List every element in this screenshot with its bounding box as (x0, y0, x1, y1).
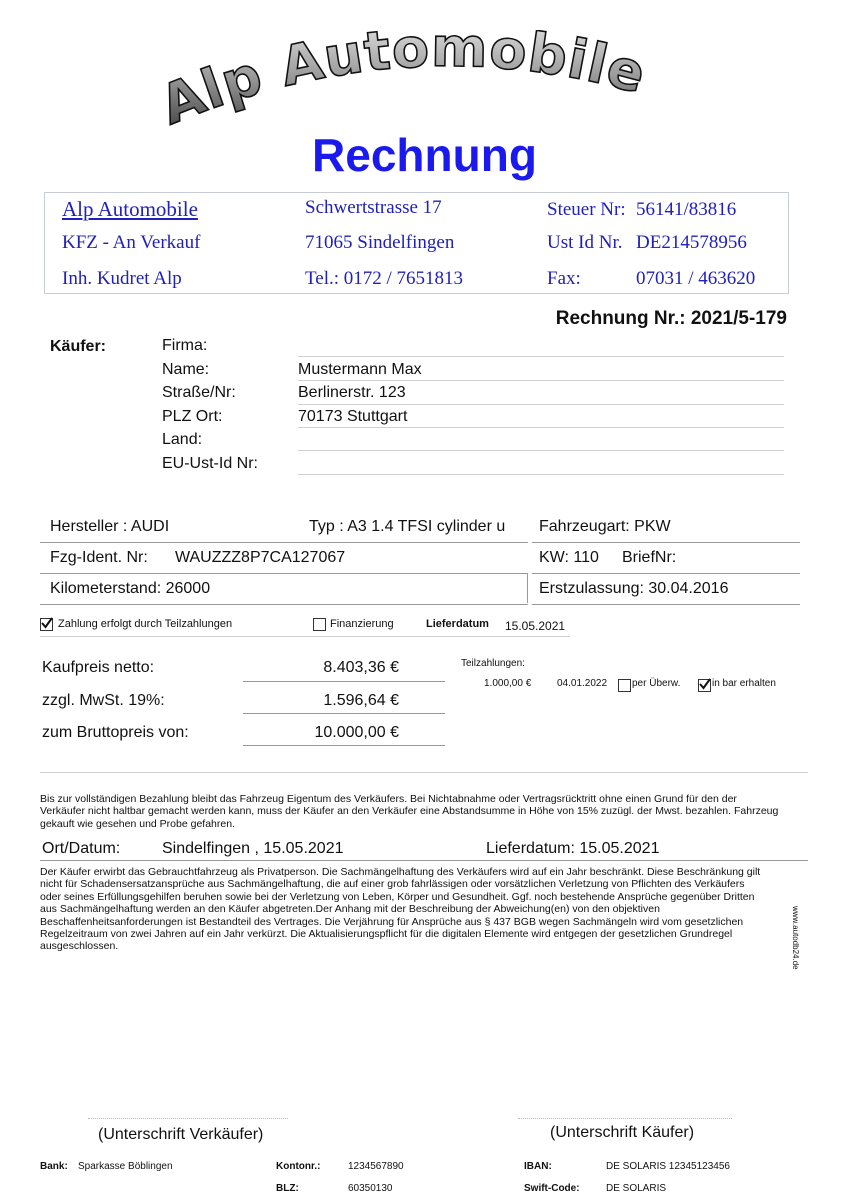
field-line (298, 474, 784, 475)
buyer-heading: Käufer: (50, 338, 107, 355)
row-line (40, 573, 528, 574)
bank-value: Sparkasse Böblingen (78, 1161, 173, 1172)
place-date-value: Sindelfingen , 15.05.2021 (162, 840, 344, 857)
bank-label: Bank: (40, 1161, 68, 1172)
cash-label: in bar erhalten (712, 678, 776, 689)
fax-label: Fax: (547, 268, 581, 289)
vin-label: Fzg-Ident. Nr: (50, 549, 148, 566)
delivery-date: Lieferdatum: 15.05.2021 (486, 840, 660, 857)
row-line (532, 604, 800, 605)
company-city: 71065 Sindelfingen (305, 232, 455, 253)
company-logo (150, 30, 710, 140)
checkmark-icon (40, 616, 54, 630)
field-line (298, 404, 784, 405)
vat-amount-label: zzgl. MwSt. 19%: (42, 692, 165, 709)
row-line (40, 542, 528, 543)
gross-price-label: zum Bruttopreis von: (42, 724, 189, 741)
section-line (40, 860, 808, 861)
vat-id-value: DE214578956 (636, 232, 747, 253)
terms-text: Bis zur vollständigen Bezahlung bleibt das Fahrzeug Eigentum des Verkäufers. Bei Nichtabnahme oder Vertragsrücktritt ohne einen Grund für den der Verkäufer nicht haltbar gemacht werden kann, muss der Käufer an den Verkäufer eine Abstandsumme in Höhe von 15% zuzügl. der Mwst. bezahlen. Fahrzeug gekauft wie gesehen und Probe gefahren. (40, 793, 779, 830)
price-line (243, 713, 445, 714)
row-divider (527, 573, 528, 603)
svg-text:Alp Automobile (152, 30, 653, 137)
gross-price-value: 10.000,00 € (314, 724, 399, 741)
company-business: KFZ - An Verkauf (62, 232, 201, 253)
seller-signature-label: (Unterschrift Verkäufer) (98, 1126, 264, 1143)
installment-amount: 1.000,00 € (484, 678, 532, 689)
company-phone: Tel.: 0172 / 7651813 (305, 268, 464, 289)
document-title: Rechnung (312, 129, 537, 181)
delivery-date-label: Lieferdatum (426, 618, 489, 630)
field-line (298, 380, 784, 381)
transfer-checkbox[interactable] (618, 679, 631, 692)
company-name: Alp Automobile (62, 197, 198, 221)
row-line (532, 542, 800, 543)
seller-signature-line (88, 1118, 288, 1119)
cash-checkbox[interactable] (698, 679, 711, 692)
net-price-value: 8.403,36 € (323, 659, 399, 676)
blz-label: BLZ: (276, 1183, 299, 1194)
price-line (243, 681, 445, 682)
buyer-name-value[interactable]: Mustermann Max (298, 361, 422, 378)
buyer-signature-label: (Unterschrift Käufer) (550, 1124, 695, 1141)
blz-value: 60350130 (348, 1183, 393, 1194)
buyer-country-label: Land: (162, 431, 203, 448)
tax-number-label: Steuer Nr: (547, 199, 626, 220)
tax-number-value: 56141/83816 (636, 199, 737, 220)
account-label: Kontonr.: (276, 1161, 321, 1172)
disclaimer-text: Der Käufer erwirbt das Gebrauchtfahrzeug als Privatperson. Die Sachmängelhaftung des Verkäufers wird auf ein Jahr beschränkt. Diese Beschränkung gilt nicht für Schadensersatzansprüche aus Sachmängelhaftung, die auf einer grob fahrlässigen oder vorsätzlichen Verletzung von Pflichten des Verkäufers oder seines Erfüllungsgehilfen beruhen sowie bei der Verletzung von Leben, Körper und Gesundheit. Ggf. noch bestehende Ansprüche gegenüber Dritten aus Sachmängelhaftung werden an den Käufer abgetreten.Der Anhang mit der Beschreibung der Abweichung(en) von den objektiven Beschaffenheitsanforderungen ist Bestandteil des Vertrages. Die Verjährung für Ansprüche aus § 437 BGB wegen Sachmängeln wird vom gesetzlichen Regelzeitraum von zwei Jahren auf ein Jahr verkürzt. Die Aktualisierungspflicht für die digitalen Elemente wird entgegen der gesetzlichen Grundregel ausgeschlossen. (40, 866, 761, 953)
buyer-signature-line (518, 1118, 732, 1119)
vat-id-label: Ust Id Nr. (547, 232, 623, 253)
mileage: Kilometerstand: 26000 (50, 580, 211, 597)
iban-label: IBAN: (524, 1161, 552, 1172)
net-price-label: Kaufpreis netto: (42, 659, 155, 676)
vin-value: WAUZZZ8P7CA127067 (175, 549, 346, 566)
buyer-city-value[interactable]: 70173 Stuttgart (298, 408, 408, 425)
buyer-city-label: PLZ Ort: (162, 408, 223, 425)
swift-label: Swift-Code: (524, 1183, 580, 1194)
account-value: 1234567890 (348, 1161, 404, 1172)
delivery-date-value: 15.05.2021 (505, 619, 566, 633)
fax-value: 07031 / 463620 (636, 268, 756, 289)
checkmark-icon (698, 677, 712, 691)
buyer-company-label: Firma: (162, 337, 208, 354)
place-date-label: Ort/Datum: (42, 840, 121, 857)
row-line (532, 573, 800, 574)
vehicle-manufacturer: Hersteller : AUDI (50, 518, 170, 535)
company-owner: Inh. Kudret Alp (62, 268, 182, 289)
installments-checkbox[interactable] (40, 618, 53, 631)
logo-text: Alp Automobile (151, 30, 653, 137)
installments-label: Zahlung erfolgt durch Teilzahlungen (58, 618, 233, 630)
buyer-street-label: Straße/Nr: (162, 384, 236, 401)
engine-power: KW: 110 (539, 549, 599, 566)
iban-value: DE SOLARIS 12345123456 (606, 1161, 730, 1172)
price-line (243, 745, 445, 746)
installment-date: 04.01.2022 (557, 678, 608, 689)
invoice-number: Rechnung Nr.: 2021/5-179 (555, 308, 787, 329)
side-url: www.autodb24.de (791, 906, 800, 970)
company-street: Schwertstrasse 17 (305, 197, 442, 218)
section-line (40, 772, 808, 773)
financing-checkbox[interactable] (313, 618, 326, 631)
buyer-name-label: Name: (162, 361, 210, 378)
row-line (40, 604, 528, 605)
vehicle-category: Fahrzeugart: PKW (539, 518, 671, 535)
buyer-street-value[interactable]: Berlinerstr. 123 (298, 384, 406, 401)
vat-amount-value: 1.596,64 € (323, 692, 399, 709)
buyer-vatid-label: EU-Ust-Id Nr: (162, 455, 258, 472)
vehicle-type: Typ : A3 1.4 TFSI cylinder u (309, 518, 506, 535)
financing-label: Finanzierung (330, 618, 394, 630)
first-registration: Erstzulassung: 30.04.2016 (539, 580, 729, 597)
logo-graphic (150, 30, 710, 140)
registration-document-no: BriefNr: (622, 549, 677, 566)
field-line (298, 356, 784, 357)
installments-heading: Teilzahlungen: (461, 658, 525, 669)
field-line (298, 450, 784, 451)
swift-value: DE SOLARIS (606, 1183, 667, 1194)
transfer-label: per Überw. (632, 678, 681, 689)
field-line (298, 427, 784, 428)
row-line (40, 636, 570, 637)
